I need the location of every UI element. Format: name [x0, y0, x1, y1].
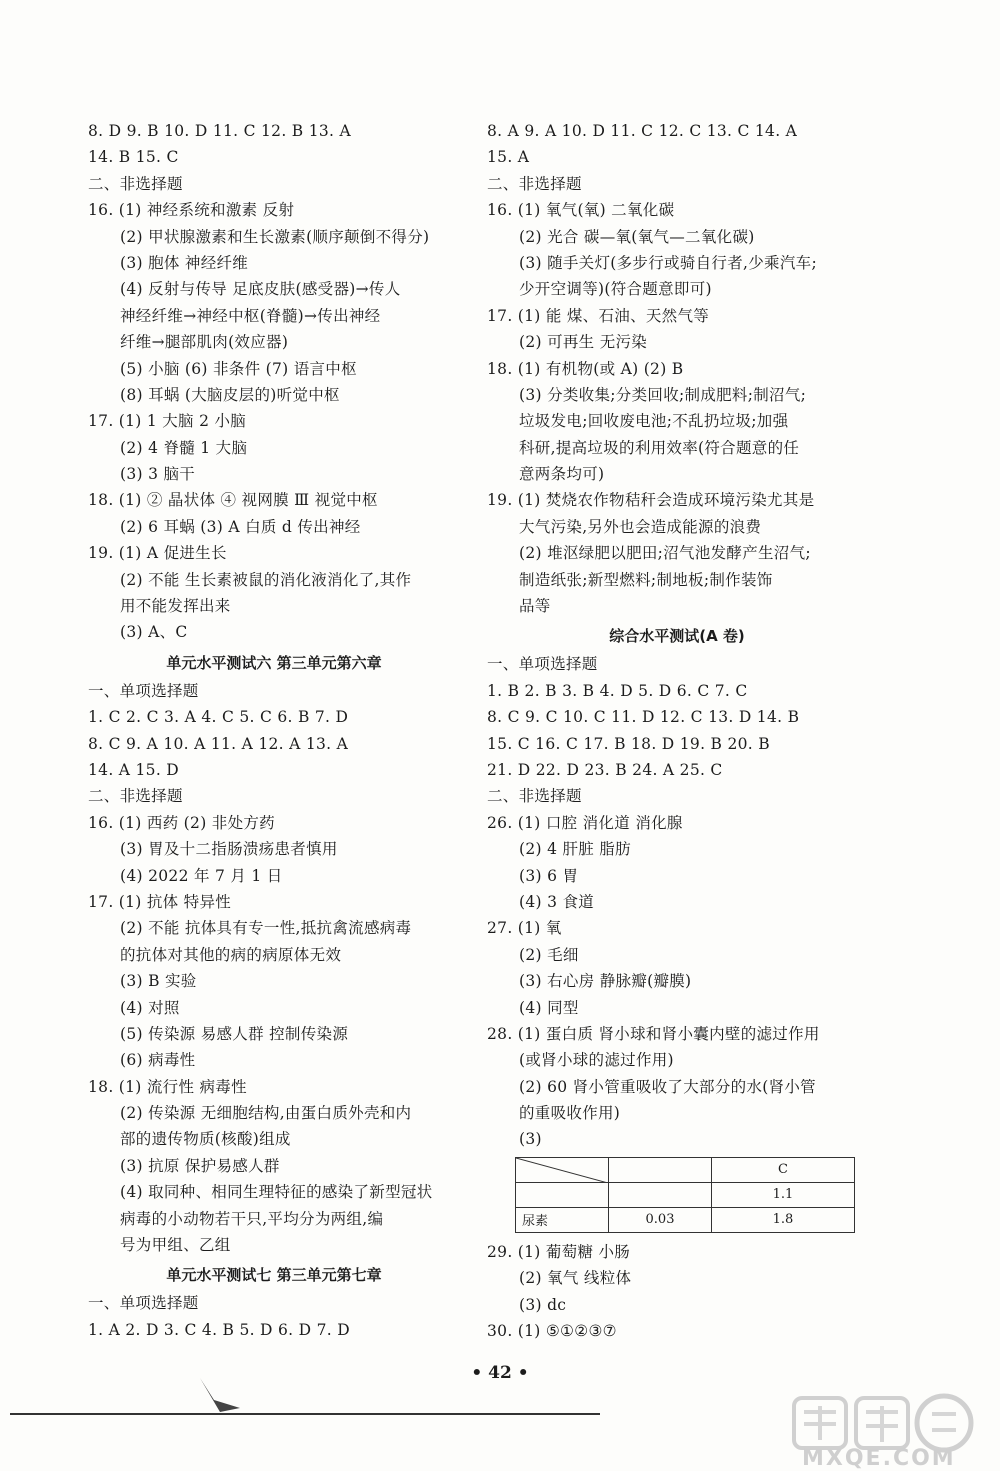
answer-line: (3) 3 脑干 [120, 465, 196, 484]
answer-line: 品等 [519, 597, 551, 616]
answer-line: 18. (1) ② 晶状体 ④ 视网膜 Ⅲ 视觉中枢 [88, 491, 378, 510]
section-title-unit6: 单元水平测试六 第三单元第六章 [166, 653, 382, 672]
answer-line: 17. (1) 1 大脑 2 小脑 [88, 412, 247, 431]
table-cell: 1.1 [712, 1182, 855, 1207]
answer-line: (3) A、C [120, 623, 188, 642]
answer-line: 1. B 2. B 3. B 4. D 5. D 6. C 7. C [487, 681, 748, 700]
answer-line: 18. (1) 流行性 病毒性 [88, 1077, 247, 1096]
table-cell [609, 1157, 712, 1182]
answer-line: (3) [519, 1130, 542, 1149]
watermark-url: MXQE.COM [802, 1446, 956, 1471]
answer-line: 一、单项选择题 [88, 1294, 199, 1313]
answer-line: 16. (1) 西药 (2) 非处方药 [88, 813, 275, 832]
answer-line: 8. C 9. C 10. C 11. D 12. C 13. D 14. B [487, 708, 800, 727]
left-column [88, 118, 460, 1343]
answer-line: 少开空调等)(符合题意即可) [519, 280, 712, 299]
answer-line: 纤维→腿部肌肉(效应器) [120, 333, 289, 352]
answer-line: 二、非选择题 [88, 787, 183, 806]
answer-line: (2) 毛细 [519, 945, 579, 964]
page-number: • 42 • [471, 1363, 529, 1383]
answer-line: (2) 4 肝脏 脂肪 [519, 840, 631, 859]
answer-line: (5) 小脑 (6) 非条件 (7) 语言中枢 [120, 359, 357, 378]
table-cell: 0.03 [609, 1207, 712, 1232]
answer-line: (3) 胃及十二指肠溃疡患者慎用 [120, 840, 338, 859]
unit7-answers [88, 1290, 460, 1343]
answer-line: (3) 抗原 保护易感人群 [120, 1156, 280, 1175]
answer-line: (3) 胞体 神经纤维 [120, 253, 249, 272]
answer-line: (2) 不能 生长素被鼠的消化液消化了,其作 [120, 570, 412, 589]
answer-line: 二、非选择题 [88, 174, 183, 193]
right-top-answers [487, 118, 867, 619]
answer-line: 用不能发挥出来 [120, 597, 231, 616]
comprehensive-a-answers-continued [487, 1239, 867, 1345]
scan-smear-icon [200, 1378, 260, 1418]
answer-line: 8. C 9. A 10. A 11. A 12. A 13. A [88, 734, 349, 753]
answer-line: 1. A 2. D 3. C 4. B 5. D 6. D 7. D [88, 1320, 350, 1339]
right-column [487, 118, 867, 1344]
answer-line: 26. (1) 口腔 消化道 消化腺 [487, 813, 683, 832]
answer-line: (3) 随手关灯(多步行或骑自行者,少乘汽车; [519, 253, 817, 272]
answer-line: (8) 耳蜗 (大脑皮层的)听觉中枢 [120, 385, 340, 404]
answer-line: 一、单项选择题 [88, 681, 199, 700]
answer-line: 制造纸张;新型燃料;制地板;制作装饰 [519, 570, 773, 589]
answer-line: (6) 病毒性 [120, 1051, 196, 1070]
answer-line: 科研,提高垃圾的利用效率(符合题意的任 [519, 438, 800, 457]
answer-line: 二、非选择题 [487, 174, 582, 193]
answer-line: 19. (1) A 促进生长 [88, 544, 227, 563]
answer-line: 8. D 9. B 10. D 11. C 12. B 13. A [88, 122, 351, 140]
answer-line: 的抗体对其他的病的病原体无效 [120, 945, 342, 964]
answer-line: 15. A [487, 148, 530, 167]
answer-line: (2) 堆沤绿肥以肥田;沼气池发酵产生沼气; [519, 544, 811, 563]
unit6-answers [88, 678, 460, 1259]
answer-line: 的重吸收作用) [519, 1104, 621, 1123]
answer-line: 27. (1) 氧 [487, 919, 562, 938]
answer-line: (2) 氧气 线粒体 [519, 1269, 632, 1288]
table-row [516, 1207, 855, 1232]
table-cell: 尿素 [516, 1207, 609, 1232]
urea-table [515, 1157, 855, 1233]
answer-line: 8. A 9. A 10. D 11. C 12. C 13. C 14. A [487, 122, 798, 140]
answer-line: 17. (1) 能 煤、石油、天然气等 [487, 306, 710, 325]
table-row [516, 1157, 855, 1182]
answer-line: (2) 60 肾小管重吸收了大部分的水(肾小管 [519, 1077, 816, 1096]
answer-line: (3) B 实验 [120, 972, 197, 991]
table-cell [516, 1182, 609, 1207]
answer-line: 意两条均可) [519, 465, 605, 484]
answer-line: (3) 分类收集;分类回收;制成肥料;制沼气; [519, 385, 807, 404]
answer-line: 15. C 16. C 17. B 18. D 19. B 20. B [487, 734, 770, 753]
diagonal-line-icon [516, 1158, 608, 1183]
section-title-unit7: 单元水平测试七 第三单元第七章 [166, 1266, 382, 1285]
table-corner-cell [516, 1157, 609, 1182]
answer-line: (2) 4 脊髓 1 大脑 [120, 438, 248, 457]
answer-line: (2) 光合 碳—氧(氧气—二氧化碳) [519, 227, 755, 246]
answer-line: (3) 6 胃 [519, 866, 579, 885]
answer-line: 16. (1) 神经系统和激素 反射 [88, 201, 295, 220]
answer-line: 大气污染,另外也会造成能源的浪费 [519, 517, 762, 536]
answer-line: 14. B 15. C [88, 148, 179, 167]
answer-line: 18. (1) 有机物(或 A) (2) B [487, 359, 684, 378]
answer-line: (4) 取同种、相同生理特征的感染了新型冠状 [120, 1183, 433, 1202]
answer-line: 1. C 2. C 3. A 4. C 5. C 6. B 7. D [88, 708, 349, 727]
table-cell: 1.8 [712, 1207, 855, 1232]
answer-line: 30. (1) ⑤①②③⑦ [487, 1322, 617, 1341]
answer-line: 28. (1) 蛋白质 肾小球和肾小囊内壁的滤过作用 [487, 1024, 820, 1043]
answer-line: 21. D 22. D 23. B 24. A 25. C [487, 760, 723, 779]
answer-line: (2) 6 耳蜗 (3) A 白质 d 传出神经 [120, 517, 361, 536]
answer-line: 部的遗传物质(核酸)组成 [120, 1130, 291, 1149]
answer-line: (2) 传染源 无细胞结构,由蛋白质外壳和内 [120, 1104, 412, 1123]
answer-line: 垃圾发电;回收废电池;不乱扔垃圾;加强 [519, 412, 789, 431]
answer-line: (5) 传染源 易感人群 控制传染源 [120, 1024, 349, 1043]
answer-line: 14. A 15. D [88, 760, 180, 779]
answer-line: (4) 反射与传导 足底皮肤(感受器)→传人 [120, 280, 401, 299]
section-title-comprehensive-a: 综合水平测试(A 卷) [609, 627, 745, 646]
answer-line: (4) 同型 [519, 998, 579, 1017]
comprehensive-a-answers [487, 651, 867, 1152]
left-top-answers [88, 118, 460, 646]
answer-line: 19. (1) 焚烧农作物秸秆会造成环境污染尤其是 [487, 491, 815, 510]
bottom-rule [10, 1413, 600, 1415]
answer-line: 二、非选择题 [487, 787, 582, 806]
table-row [516, 1182, 855, 1207]
answer-line: (2) 可再生 无污染 [519, 333, 648, 352]
answer-line: 16. (1) 氧气(氧) 二氧化碳 [487, 201, 675, 220]
table-cell: C [712, 1157, 855, 1182]
answer-line: (4) 2022 年 7 月 1 日 [120, 866, 283, 885]
answer-line: 29. (1) 葡萄糖 小肠 [487, 1242, 631, 1261]
answer-line: (3) 右心房 静脉瓣(瓣膜) [519, 972, 692, 991]
answer-line: 17. (1) 抗体 特异性 [88, 892, 232, 911]
answer-line: 号为甲组、乙组 [120, 1236, 231, 1255]
table-cell [609, 1182, 712, 1207]
answer-line: (4) 3 食道 [519, 892, 595, 911]
answer-line: 病毒的小动物若干只,平均分为两组,编 [120, 1209, 384, 1228]
answer-line: (4) 对照 [120, 998, 180, 1017]
answer-line: (或肾小球的滤过作用) [519, 1051, 674, 1070]
answer-line: (2) 甲状腺激素和生长激素(顺序颠倒不得分) [120, 227, 430, 246]
answer-line: 一、单项选择题 [487, 655, 598, 674]
answer-line: 神经纤维→神经中枢(脊髓)→传出神经 [120, 306, 381, 325]
answer-line: (3) dc [519, 1295, 567, 1314]
answer-line: (2) 不能 抗体具有专一性,抵抗禽流感病毒 [120, 919, 412, 938]
